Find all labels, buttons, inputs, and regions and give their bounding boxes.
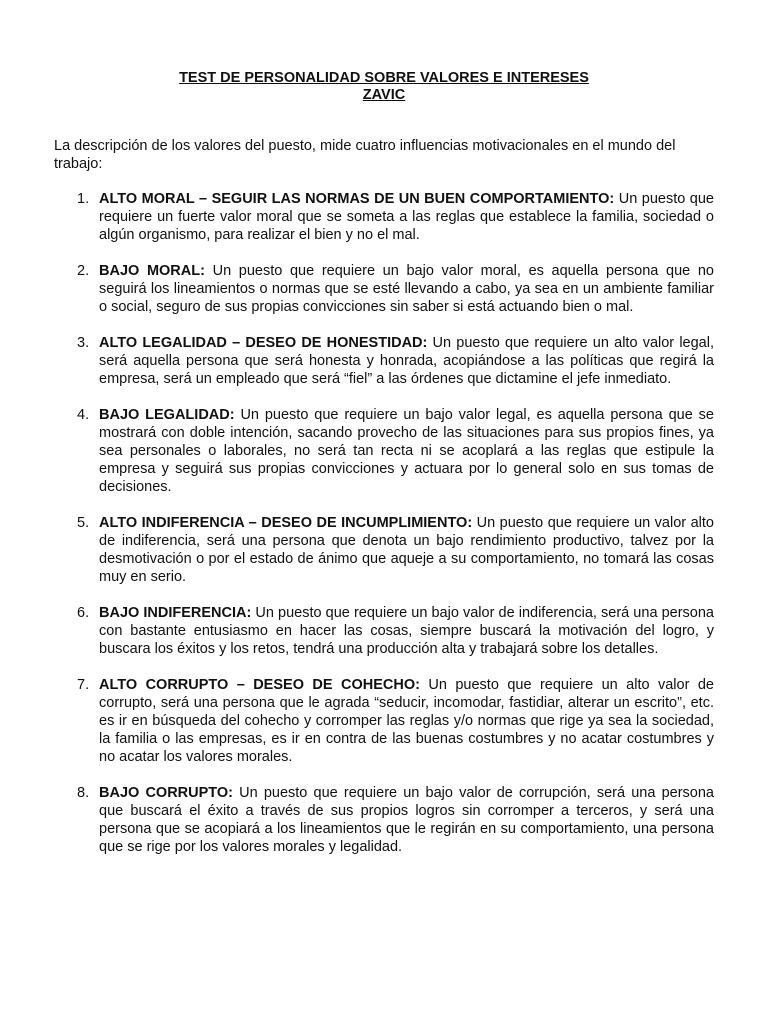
item-text: Un puesto que requiere un valor alto de indiferencia, será una persona que denota un bajo rendimiento productivo, talvez por la desmotivación o por el estado de ánimo que aqueje a su comportamiento, no tomará las cosas muy en serio. (99, 515, 714, 585)
list-item (54, 514, 714, 586)
item-number: 2. (77, 263, 90, 279)
item-label: ALTO INDIFERENCIA – DESEO DE INCUMPLIMIENTO: (99, 515, 473, 531)
item-text: Un puesto que requiere un bajo valor de corrupción, será una persona que buscará el éxito a través de sus propios logros sin corromper a terceros, y será una persona que se acopiará a los lineamientos que le regirán en su comportamiento, una persona que se rige por los valores morales y legalidad. (99, 785, 714, 855)
document-title (54, 70, 714, 104)
intro-paragraph: La descripción de los valores del puesto, mide cuatro influencias motivacionales en el mundo del trabajo: (54, 138, 676, 172)
item-number: 5. (77, 515, 90, 531)
item-body (99, 514, 714, 586)
list-item (54, 334, 714, 388)
item-number: 4. (77, 407, 90, 423)
item-number: 7. (77, 677, 90, 693)
item-body (99, 604, 714, 658)
item-text: Un puesto que requiere un alto valor de corrupto, será una persona que le agrada “seducir, incomodar, fastidiar, alterar un escrito”, etc. es ir en búsqueda del cohecho y corromper las reglas y/o normas que rige ya sea la sociedad, la familia o las empresas, es ir en contra de las buenas costumbres y no acatar costumbres y no acatar los valores morales. (99, 677, 714, 765)
item-body (99, 190, 714, 244)
list-item (54, 406, 714, 496)
item-body (99, 334, 714, 388)
item-label: BAJO INDIFERENCIA: (99, 605, 252, 621)
item-text: Un puesto que requiere un bajo valor de indiferencia, será una persona con bastante entusiasmo en hacer las cosas, siempre buscará la motivación del logro, y buscara los éxitos y los retos, tendrá una producción alta y trabajará sobre los detalles. (99, 605, 714, 657)
item-number: 1. (77, 191, 90, 207)
item-text: Un puesto que requiere un bajo valor legal, es aquella persona que se mostrará con doble intención, sacando provecho de las situaciones para sus propios fines, ya sea personales o laborales, no será tan recta ni se acoplará a las reglas que estipule la empresa y seguirá sus propias convicciones y actuara por lo general solo en sus tomas de decisiones. (99, 407, 714, 495)
values-list (54, 190, 714, 856)
item-label: BAJO LEGALIDAD: (99, 407, 235, 423)
item-text: Un puesto que requiere un fuerte valor moral que se someta a las reglas que establece la familia, sociedad o algún organismo, para realizar el bien y no el mal. (99, 191, 714, 243)
item-label: ALTO LEGALIDAD – DESEO DE HONESTIDAD: (99, 335, 428, 351)
list-item (54, 262, 714, 316)
item-body (99, 784, 714, 856)
item-text: Un puesto que requiere un alto valor legal, será aquella persona que será honesta y honrada, acopiándose a las políticas que regirá la empresa, será un empleado que será “fiel” a las órdenes que dictamine el jefe inmediato. (99, 335, 714, 387)
list-item (54, 190, 714, 244)
title-line-2: ZAVIC (362, 87, 406, 103)
list-item (54, 604, 714, 658)
item-label: ALTO CORRUPTO – DESEO DE COHECHO: (99, 677, 420, 693)
item-label: BAJO MORAL: (99, 263, 205, 279)
list-item (54, 676, 714, 766)
item-body (99, 406, 714, 496)
item-text: Un puesto que requiere un bajo valor moral, es aquella persona que no seguirá los lineamientos o normas que se esté llevando a cabo, ya sea en un ambiente familiar o social, seguro de sus propias convicciones sin saber si está actuando bien o mal. (99, 263, 714, 315)
item-number: 8. (77, 785, 90, 801)
item-label: BAJO CORRUPTO: (99, 785, 233, 801)
list-item (54, 784, 714, 856)
title-line-1: TEST DE PERSONALIDAD SOBRE VALORES E INTERESES (179, 70, 589, 86)
item-number: 3. (77, 335, 90, 351)
item-body (99, 262, 714, 316)
item-number: 6. (77, 605, 90, 621)
item-label: ALTO MORAL – SEGUIR LAS NORMAS DE UN BUEN COMPORTAMIENTO: (99, 191, 615, 207)
item-body (99, 676, 714, 766)
